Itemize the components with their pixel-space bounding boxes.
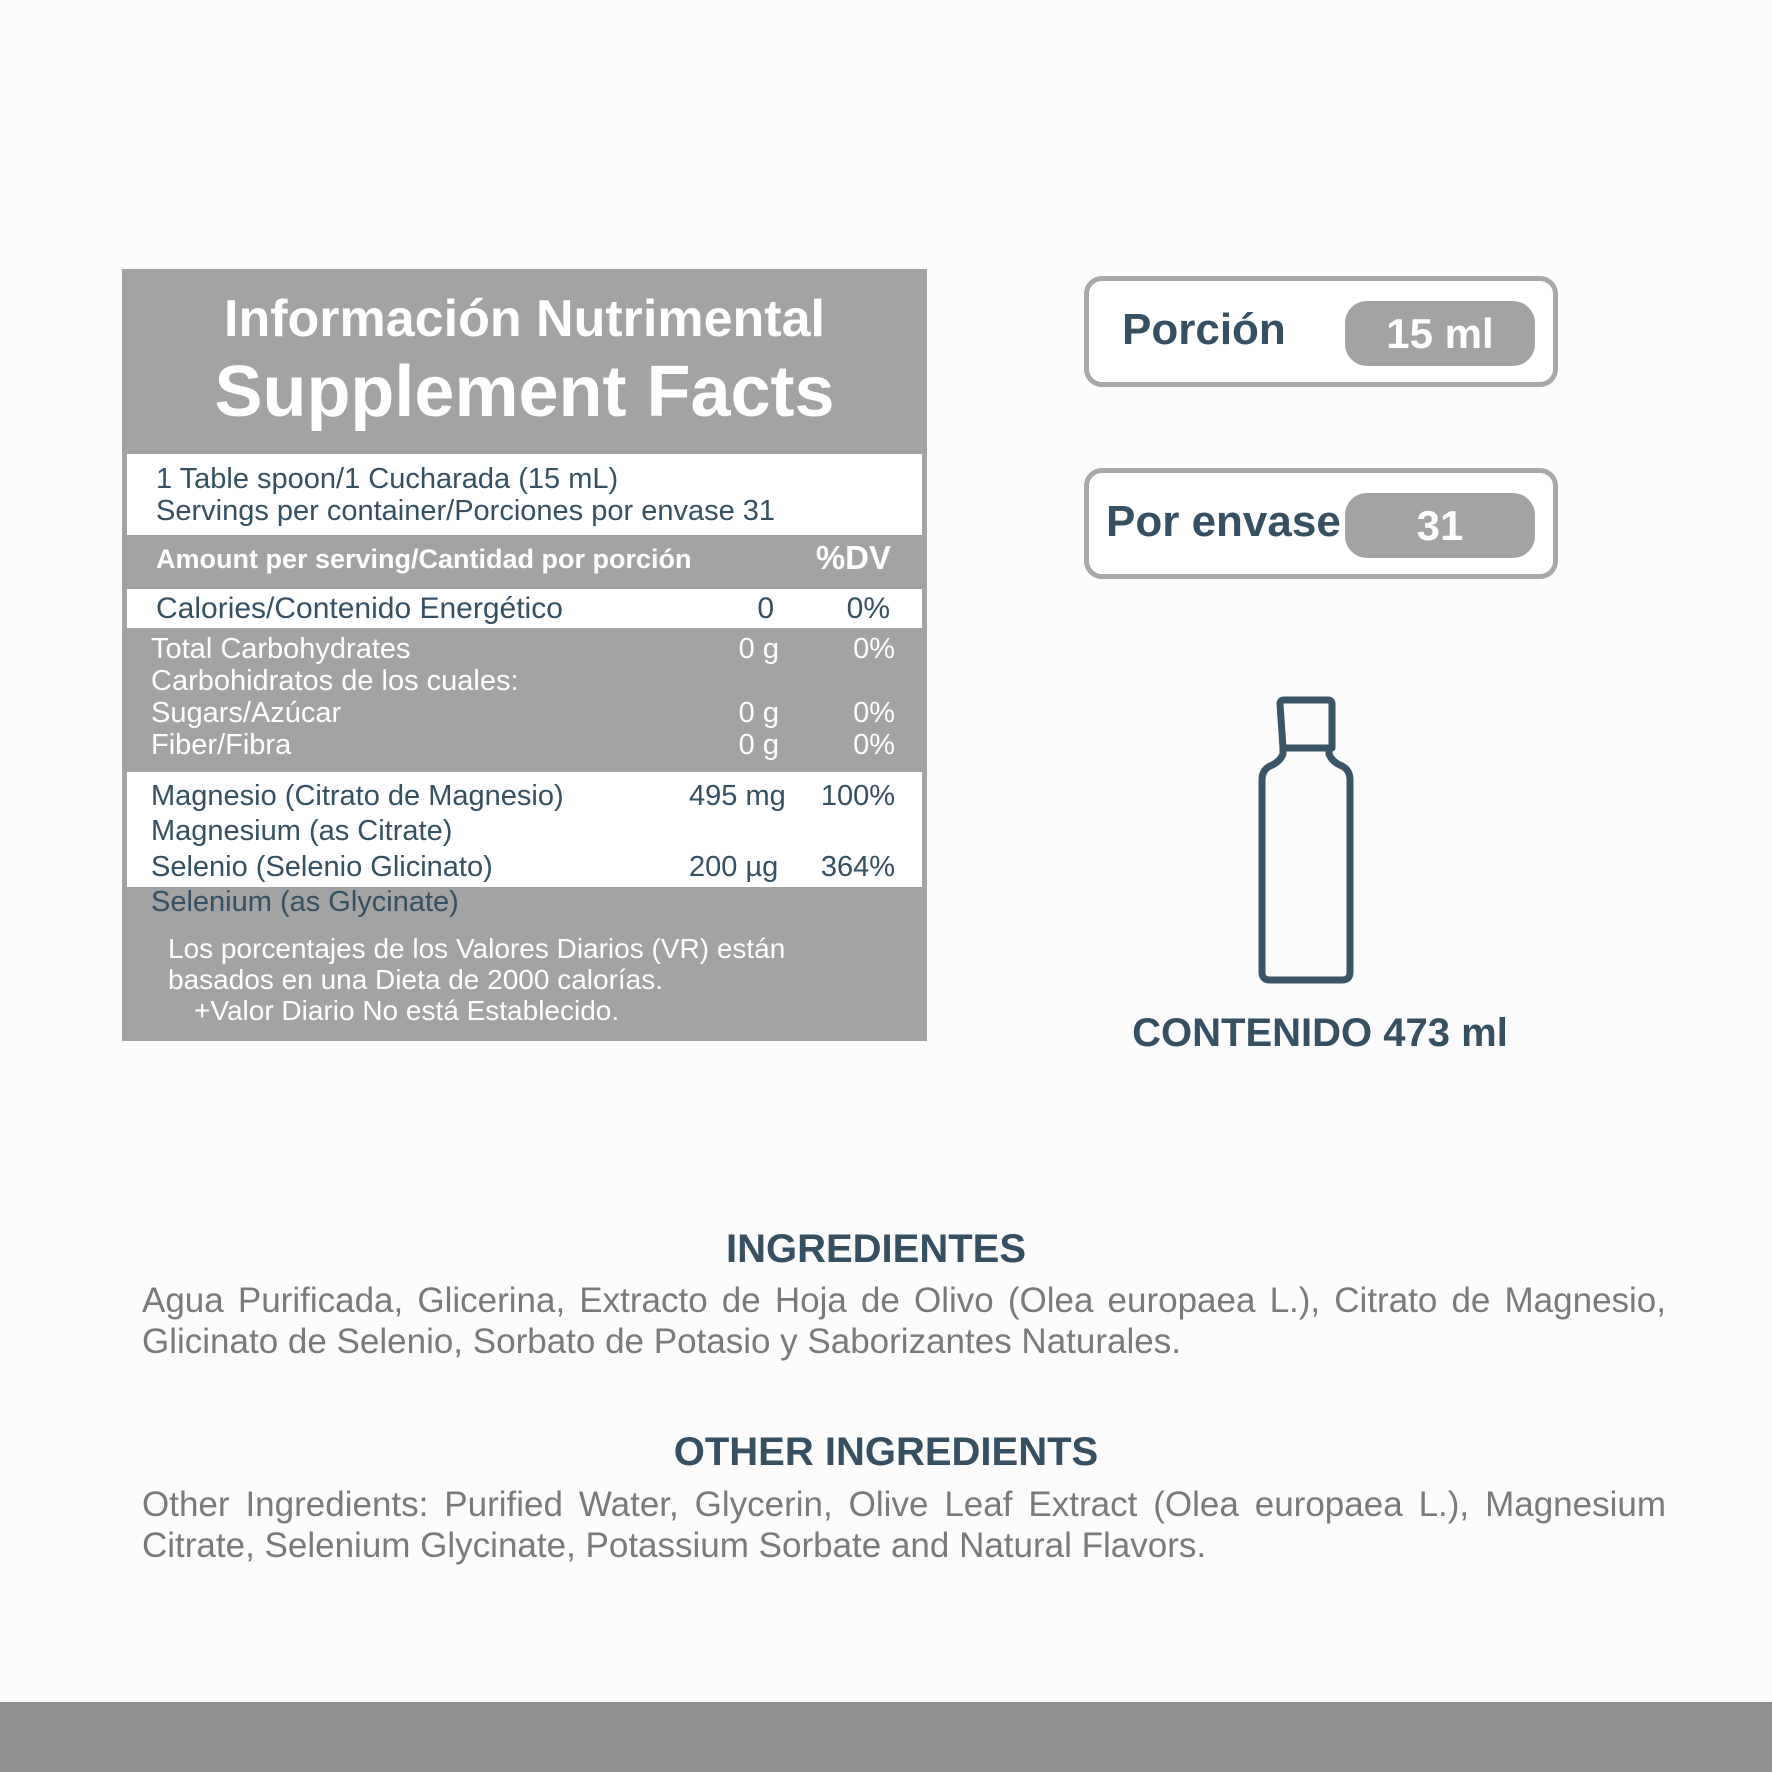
mineral-row <box>151 885 895 919</box>
contents-label: CONTENIDO 473 ml <box>1132 1011 1508 1055</box>
other-ingredients-title: OTHER INGREDIENTS <box>673 1430 1099 1474</box>
footnote-line: basados en una Dieta de 2000 calorías. <box>168 964 664 995</box>
mineral-dv: 100% <box>820 780 895 812</box>
carb-dv: 0% <box>853 729 895 761</box>
portion-label: Porción <box>1122 305 1286 354</box>
mineral-label: Magnesium (as Citrate) <box>151 815 453 847</box>
ingredients-text: Agua Purificada, Glicerina, Extracto de Hoja de Olivo (Olea europaea L.), Citrato de Magnesio, Glicinato de Selenio, Sorbato de Potasio y Saborizantes Naturales. <box>142 1281 1666 1361</box>
per-container-value: 31 <box>1345 493 1535 558</box>
servings-per-container: Servings per container/Porciones por envase 31 <box>156 495 776 527</box>
carb-label: Total Carbohydrates <box>151 633 411 665</box>
mineral-label: Selenio (Selenio Glicinato) <box>151 851 493 883</box>
mineral-row <box>151 779 895 813</box>
mineral-amount: 495 mg <box>689 780 786 812</box>
per-container-label: Por envase <box>1106 497 1341 546</box>
carb-dv: 0% <box>853 697 895 729</box>
footnote-line: +Valor Diario No está Establecido. <box>194 995 620 1026</box>
bottom-bar <box>0 1702 1772 1772</box>
supplement-facts-panel <box>122 269 927 1041</box>
serving-info-box <box>127 454 922 535</box>
carb-label: Sugars/Azúcar <box>151 697 342 729</box>
carb-dv: 0% <box>853 633 895 665</box>
amount-per-serving-header: Amount per serving/Cantidad por porción <box>156 544 692 574</box>
carb-amount: 0 g <box>738 633 779 665</box>
panel-title-es: Información Nutrimental <box>224 290 825 348</box>
minerals-box <box>127 772 922 918</box>
calories-row <box>127 589 922 628</box>
carb-row <box>151 697 895 729</box>
calories-dv: 0% <box>846 592 890 625</box>
carb-amount: 0 g <box>738 697 779 729</box>
mineral-dv: 364% <box>820 851 895 883</box>
portion-value: 15 ml <box>1345 301 1535 366</box>
portion-box <box>1084 276 1558 387</box>
per-container-box <box>1084 468 1558 579</box>
footnote-line: Los porcentajes de los Valores Diarios (VR) están <box>168 933 786 964</box>
mineral-row <box>151 850 895 884</box>
carb-label: Fiber/Fibra <box>151 729 292 761</box>
mineral-label: Magnesio (Citrato de Magnesio) <box>151 780 564 812</box>
ingredients-title: INGREDIENTES <box>725 1227 1027 1271</box>
carb-label: Carbohidratos de los cuales: <box>151 665 519 697</box>
carb-row <box>151 729 895 761</box>
carb-amount: 0 g <box>738 729 779 761</box>
mineral-amount: 200 µg <box>689 851 779 883</box>
calories-label: Calories/Contenido Energético <box>156 592 563 625</box>
mineral-row <box>151 814 895 848</box>
mineral-label: Selenium (as Glycinate) <box>151 886 459 918</box>
serving-size: 1 Table spoon/1 Cucharada (15 mL) <box>156 463 619 495</box>
other-ingredients-text: Other Ingredients: Purified Water, Glycerin, Olive Leaf Extract (Olea europaea L.), Magnesium Citrate, Selenium Glycinate, Potassium Sorbate and Natural Flavors. <box>142 1485 1666 1565</box>
dv-header: %DV <box>815 539 891 576</box>
bottle-icon <box>1256 696 1356 986</box>
panel-title-en: Supplement Facts <box>214 352 835 432</box>
carb-row <box>151 665 895 697</box>
calories-amount: 0 <box>757 592 774 625</box>
carb-row <box>151 633 895 665</box>
